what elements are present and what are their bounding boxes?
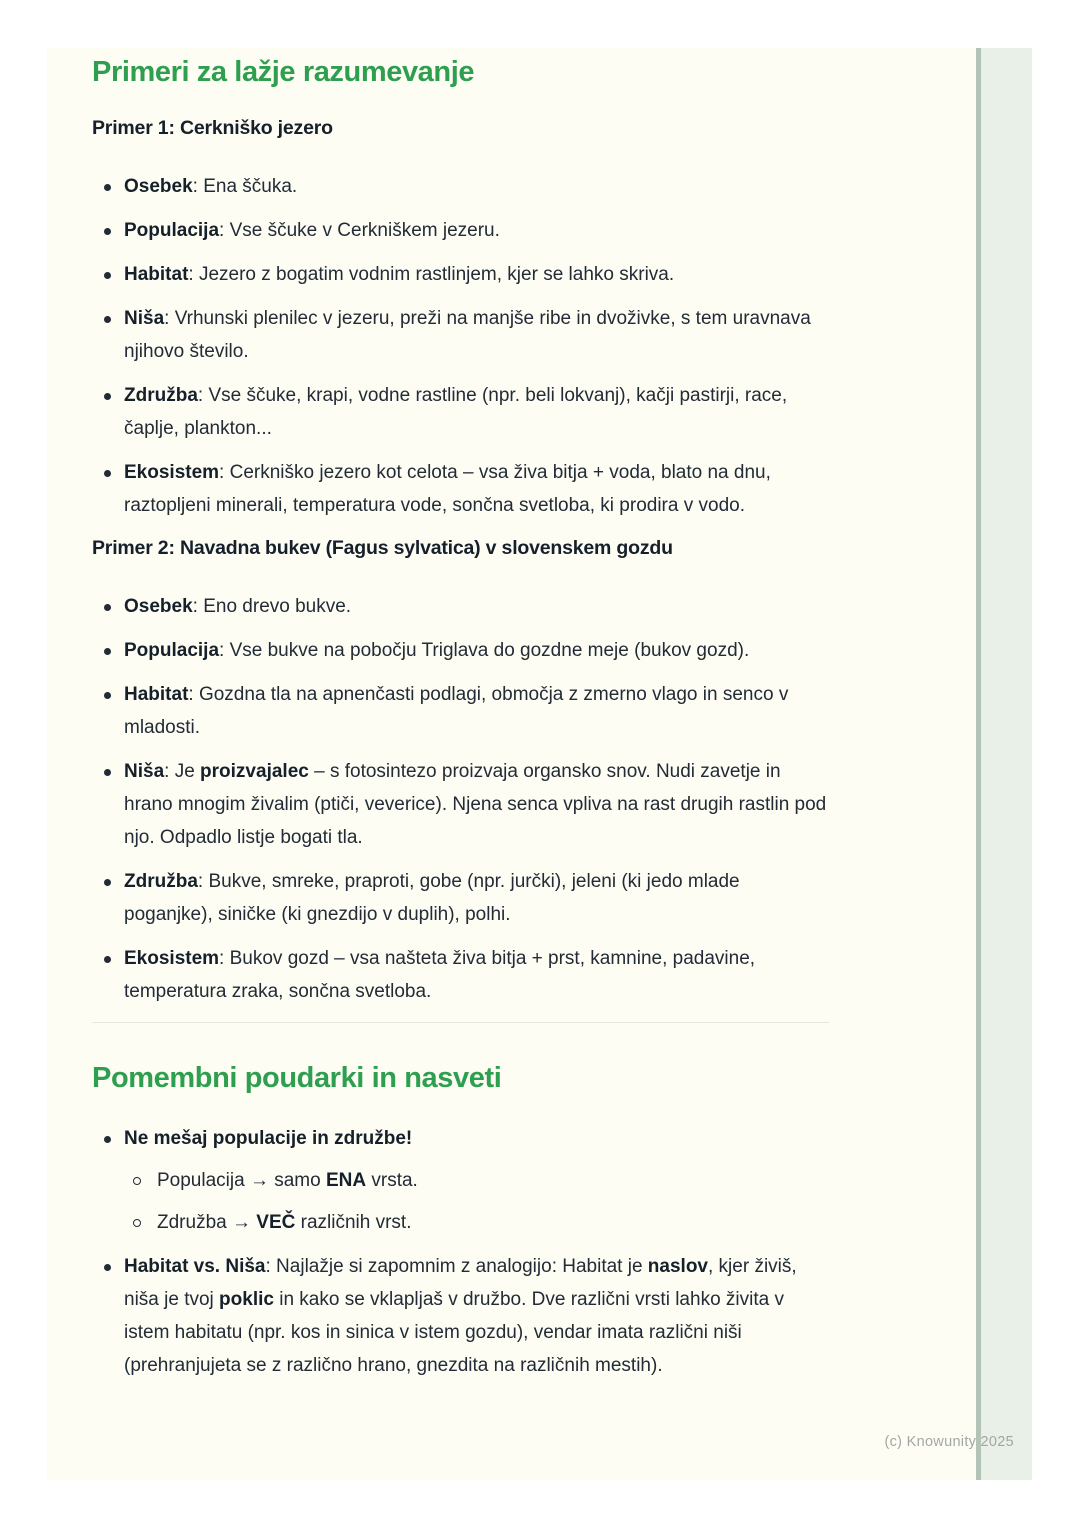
list-item-text [124, 948, 755, 1002]
list-item-text [124, 1256, 797, 1376]
text-run: : Je [164, 761, 201, 782]
list-item [92, 170, 829, 203]
bullet-icon [104, 1264, 111, 1271]
circle-bullet-icon [133, 1177, 141, 1185]
bold-text: Habitat vs. Niša [124, 1256, 266, 1277]
text-run: : Najlažje si zapomnim z analogijo: Habitat je [265, 1256, 648, 1277]
list-item-text [124, 264, 674, 285]
list-item [92, 1122, 829, 1239]
bullet-icon [104, 604, 111, 611]
text-run: različnih vrst. [295, 1212, 412, 1233]
list-item [92, 302, 829, 368]
list-item-text [124, 176, 297, 197]
scrollbar-track[interactable] [976, 48, 1032, 1480]
bold-text: ENA [325, 1170, 367, 1191]
text-run: : Vse ščuke v Cerkniškem jezeru. [219, 220, 500, 241]
bold-text: Populacija [124, 220, 220, 241]
bold-text: VEČ [256, 1212, 296, 1233]
list-item [92, 1250, 829, 1382]
bold-text: Habitat [124, 264, 189, 285]
list-item-text [124, 871, 740, 925]
bullet-icon [104, 769, 111, 776]
section-heading-tips: Pomembni poudarki in nasveti [92, 1062, 502, 1094]
sub-list-item [124, 1164, 829, 1197]
text-run: : Vse ščuke, krapi, vodne rastline (npr. beli lokvanj), kačji pastirji, race, čaplje, plankton... [124, 385, 788, 439]
list-item-text [124, 220, 500, 241]
text-run: : Cerkniško jezero kot celota – vsa živa bitja + voda, blato na dnu, raztopljeni minerali, temperatura vode, sončna svetloba, ki prodira v vodo. [124, 462, 771, 516]
bold-text: Ekosistem [124, 948, 220, 969]
sub-list-item [124, 1206, 829, 1239]
bullet-icon [104, 272, 111, 279]
list-item-text [124, 308, 811, 362]
list-item [92, 942, 829, 1008]
bold-text: Združba [124, 871, 198, 892]
text-run: : Jezero z bogatim vodnim rastlinjem, kjer se lahko skriva. [188, 264, 675, 285]
list-item [92, 590, 829, 623]
bold-text: poklic [219, 1289, 274, 1310]
primer1-list [92, 170, 829, 522]
text-run: Populacija → samo [157, 1170, 326, 1191]
list-item [92, 634, 829, 667]
bold-text: Združba [124, 385, 198, 406]
text-run: : Vrhunski plenilec v jezeru, preži na manjše ribe in dvoživke, s tem uravnava njihovo število. [124, 308, 811, 362]
primer2-list [92, 590, 829, 1008]
list-item [92, 865, 829, 931]
list-item-text [157, 1170, 418, 1191]
bullet-icon [104, 879, 111, 886]
section-heading-examples: Primeri za lažje razumevanje [92, 56, 475, 88]
list-item [92, 214, 829, 247]
text-run: Združba → [157, 1212, 257, 1233]
list-item-text [124, 761, 826, 848]
bold-text: Populacija [124, 640, 220, 661]
bullet-icon [104, 316, 111, 323]
list-item-text [124, 462, 771, 516]
text-run: vrsta. [366, 1170, 418, 1191]
circle-bullet-icon [133, 1219, 141, 1227]
list-item [92, 678, 829, 744]
primer2-title: Primer 2: Navadna bukev (Fagus sylvatica) v slovenskem gozdu [92, 537, 673, 559]
bold-text: Osebek [124, 596, 193, 617]
list-item-text [124, 1128, 412, 1149]
bullet-icon [104, 648, 111, 655]
watermark: (c) Knowunity 2025 [884, 1434, 1014, 1450]
list-item-text [124, 385, 787, 439]
bullet-icon [104, 1136, 111, 1143]
text-run: : Bukve, smreke, praproti, gobe (npr. jurčki), jeleni (ki jedo mlade poganjke), siničke (ki gnezdijo v duplih), polhi. [124, 871, 740, 925]
text-run: , kjer živiš, niša je tvoj [124, 1256, 797, 1310]
bold-text: Niša [124, 761, 165, 782]
bold-text: proizvajalec [200, 761, 309, 782]
bullet-icon [104, 956, 111, 963]
list-item [92, 456, 829, 522]
list-item-text [157, 1212, 411, 1233]
bullet-icon [104, 228, 111, 235]
page-content [92, 48, 829, 1396]
text-run: in kako se vklapljaš v družbo. Dve različni vrsti lahko živita v istem habitatu (npr. kos in sinica v istem gozdu), vendar imata različni niši (prehranjujeta se z različno hrano, gnezdita na različnih mestih). [124, 1289, 784, 1376]
list-item [92, 258, 829, 291]
bold-text: naslov [647, 1256, 708, 1277]
bold-text: Osebek [124, 176, 193, 197]
text-run: : Gozdna tla na apnenčasti podlagi, območja z zmerno vlago in senco v mladosti. [124, 684, 789, 738]
bold-text: Niša [124, 308, 165, 329]
bold-text: Ne mešaj populacije in združbe! [124, 1128, 413, 1149]
list-item [92, 755, 829, 854]
text-run: – s fotosintezo proizvaja organsko snov. Nudi zavetje in hrano mnogim živalim (ptiči, veverice). Njena senca vpliva na rast drugih rastlin pod njo. Odpadlo listje bogati tla. [124, 761, 827, 848]
bullet-icon [104, 393, 111, 400]
tips-list [92, 1122, 829, 1382]
section-divider [92, 1022, 829, 1023]
text-run: : Vse bukve na pobočju Triglava do gozdne meje (bukov gozd). [219, 640, 750, 661]
bullet-icon [104, 692, 111, 699]
list-item-text [124, 596, 351, 617]
sub-list [124, 1164, 829, 1239]
text-run: : Eno drevo bukve. [192, 596, 352, 617]
bullet-icon [104, 470, 111, 477]
bold-text: Habitat [124, 684, 189, 705]
list-item [92, 379, 829, 445]
list-item-text [124, 684, 788, 738]
bold-text: Ekosistem [124, 462, 220, 483]
text-run: : Ena ščuka. [192, 176, 298, 197]
bullet-icon [104, 184, 111, 191]
primer1-title: Primer 1: Cerkniško jezero [92, 117, 333, 139]
text-run: : Bukov gozd – vsa našteta živa bitja + prst, kamnine, padavine, temperatura zraka, sončna svetloba. [124, 948, 756, 1002]
list-item-text [124, 640, 749, 661]
